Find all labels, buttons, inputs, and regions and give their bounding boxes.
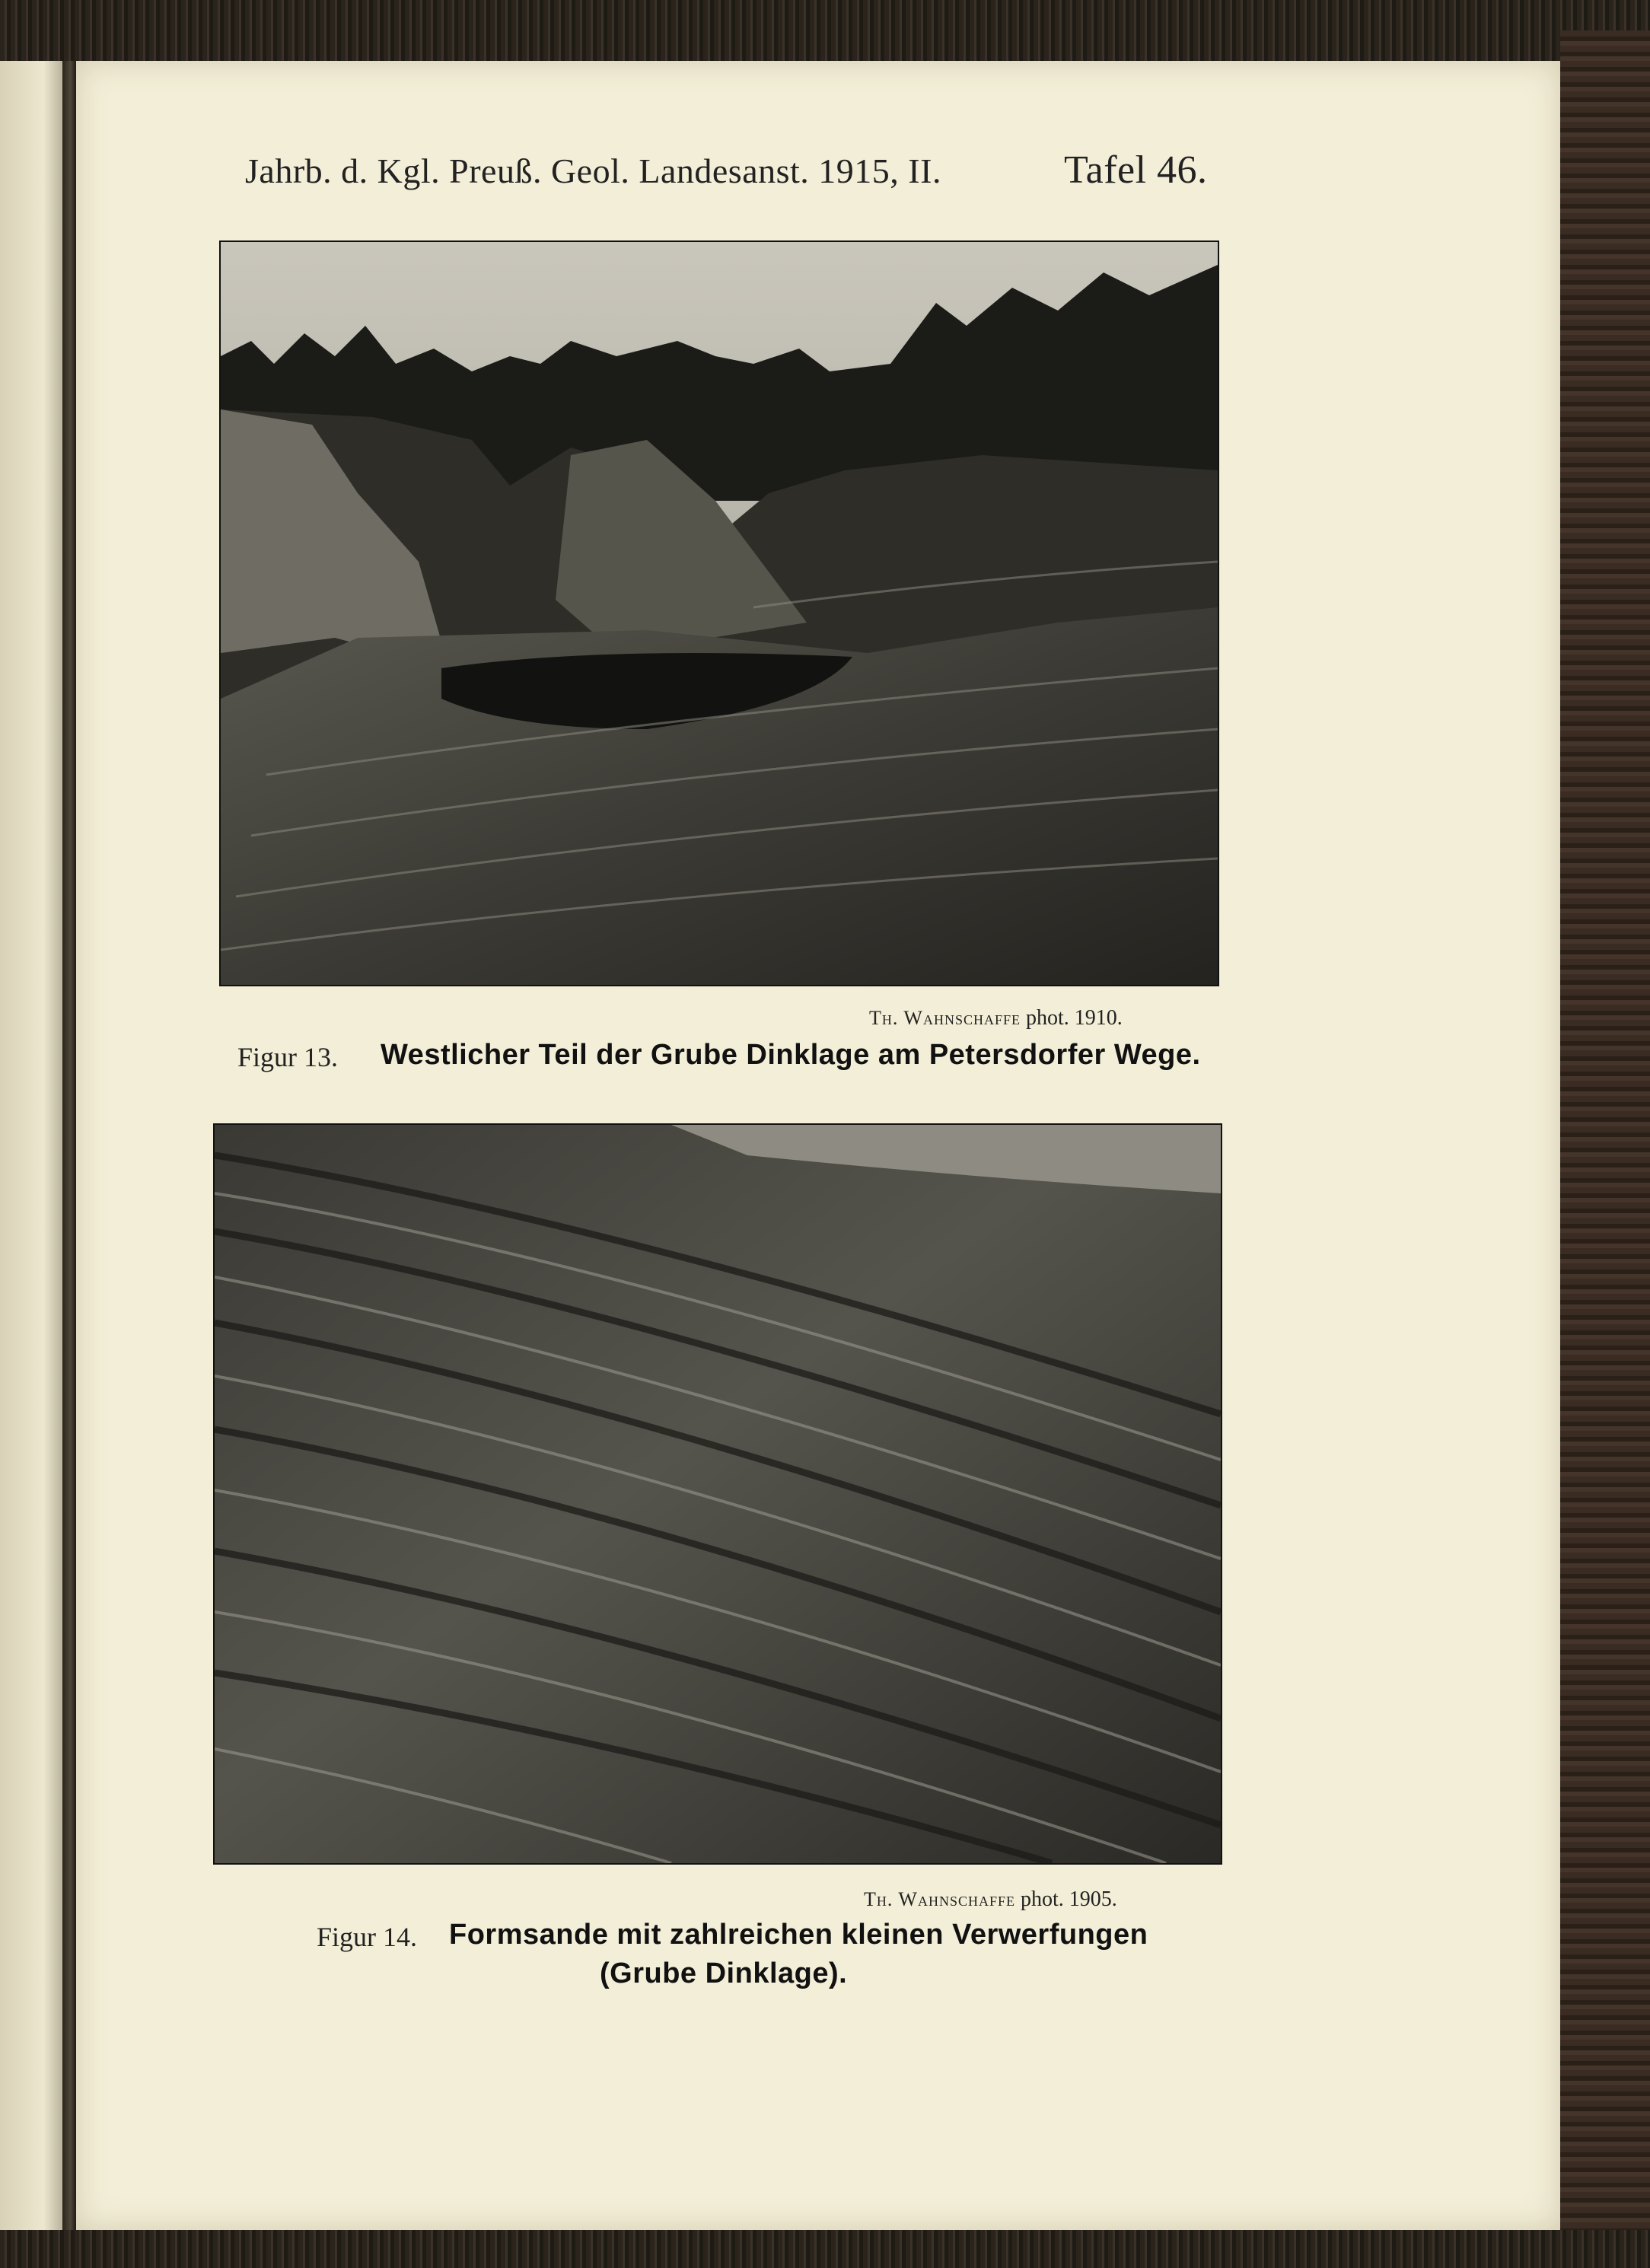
figure-13-title: Westlicher Teil der Grube Dinklage am Petersdorfer Wege.: [381, 1039, 1201, 1071]
binding-top-edge: [0, 0, 1650, 61]
figure-13-label: Figur 13.: [237, 1042, 339, 1072]
photo-credit-13: [869, 1006, 1123, 1030]
photo-credit-14: [864, 1887, 1117, 1912]
figure-14-title-line-1: Formsande mit zahlreichen kleinen Verwerfungen: [449, 1919, 1148, 1951]
plate-number: Tafel 46.: [1064, 148, 1208, 192]
photographer-name: Th. Wahnschaffe: [864, 1888, 1015, 1910]
photo-year: phot. 1905.: [1015, 1887, 1117, 1911]
photo-figure-14: [213, 1123, 1222, 1865]
photo-year: phot. 1910.: [1020, 1006, 1123, 1030]
figure-14-label: Figur 14.: [317, 1922, 418, 1952]
photo-figure-13: [219, 240, 1219, 986]
book-gutter: [62, 61, 76, 2230]
left-page-edge: [0, 61, 62, 2230]
photographer-name: Th. Wahnschaffe: [869, 1007, 1021, 1029]
book-cover-edge: [1560, 30, 1650, 2238]
figure-14-title-line-2: (Grube Dinklage).: [600, 1957, 848, 1989]
running-head: Jahrb. d. Kgl. Preuß. Geol. Landesanst. 1915, II.: [245, 151, 941, 190]
binding-bottom-edge: [0, 2230, 1650, 2268]
